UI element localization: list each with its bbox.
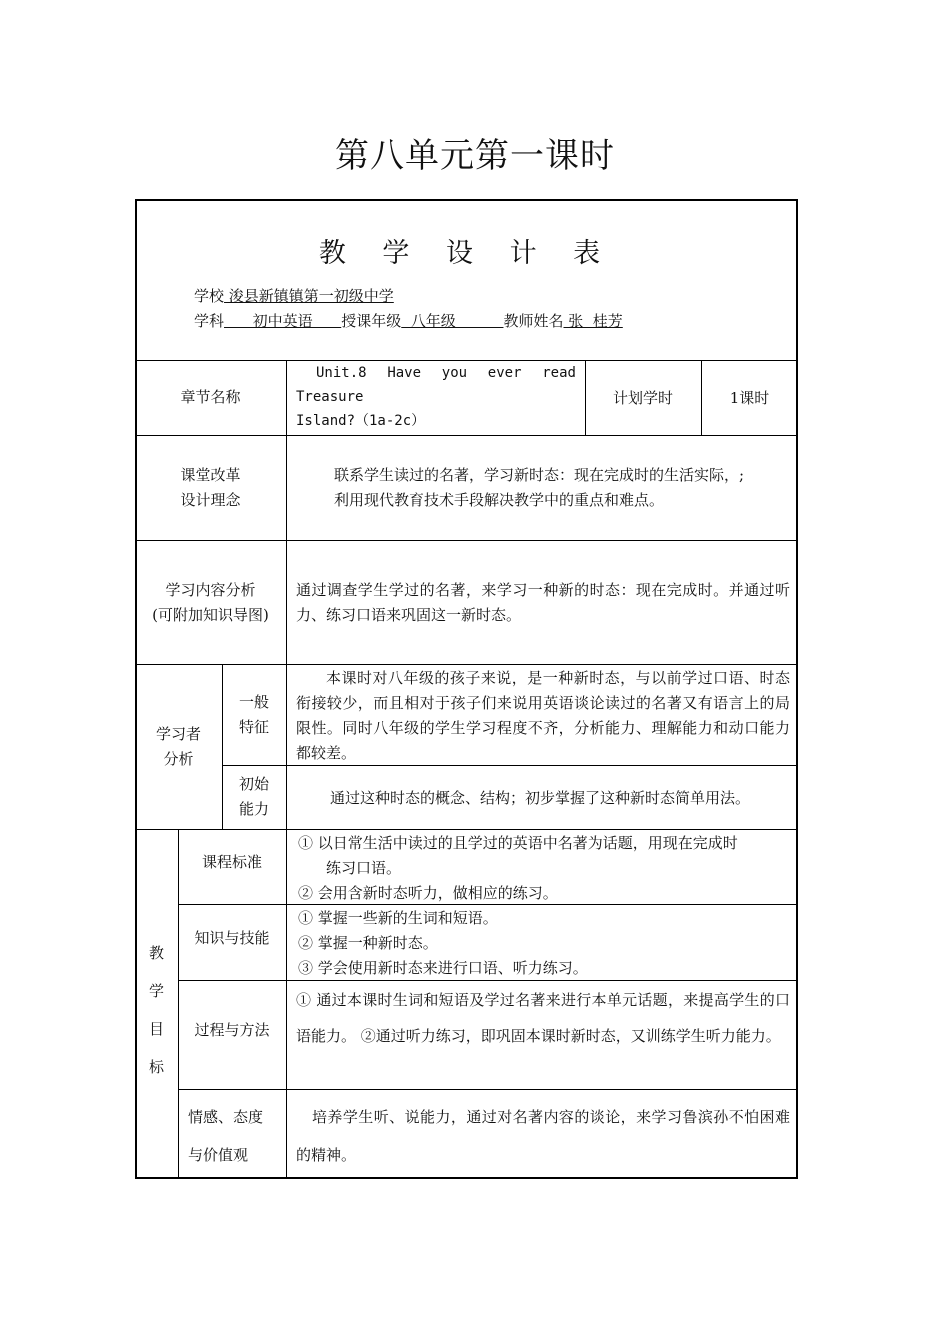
subject-value: 初中英语 xyxy=(224,312,342,330)
standard-item-continued: 练习口语。 xyxy=(326,859,402,877)
knowledge-item: ③ 学会使用新时态来进行口语、听力练习。 xyxy=(298,959,588,977)
objectives-label xyxy=(135,934,178,1086)
process-method-text: ① 通过本课时生词和短语及学过名著来进行本单元话题，来提高学生的口语能力。 ②通过听力练习，即巩固本课时新时态，又训练学生听力能力。 xyxy=(296,991,790,1045)
objectives-label-char: 学 xyxy=(148,982,164,1000)
teacher-value: 张 桂芳 xyxy=(563,312,623,330)
emotion-values-text: 培养学生听、说能力，通过对名著内容的谈论，来学习鲁滨孙不怕困难的精神。 xyxy=(296,1108,790,1164)
grade-label: 授课年级 xyxy=(341,312,402,330)
column-divider xyxy=(178,829,179,1179)
general-label-line2: 特征 xyxy=(238,718,269,736)
row-divider xyxy=(135,360,798,361)
standard-item: ① 以日常生活中读过的且学过的英语中名著为话题，用现在完成时 xyxy=(298,834,738,852)
teacher-label: 教师姓名 xyxy=(503,312,564,330)
knowledge-skills-label: 知识与技能 xyxy=(194,929,270,947)
row-divider xyxy=(135,540,798,541)
chapter-label: 章节名称 xyxy=(180,388,241,406)
subject-line xyxy=(194,309,623,334)
emotion-label-line1: 情感、态度 xyxy=(188,1108,264,1126)
concept-text xyxy=(334,463,794,513)
content-label-line2: (可附加知识导图) xyxy=(152,606,269,624)
objectives-label-char: 标 xyxy=(148,1058,164,1076)
chapter-word: read xyxy=(542,365,576,381)
concept-label xyxy=(135,463,286,513)
grade-value: 八年级 xyxy=(401,312,504,330)
planned-hours-label: 计划学时 xyxy=(612,389,673,407)
knowledge-item: ① 掌握一些新的生词和短语。 xyxy=(298,909,498,927)
chapter-word: you xyxy=(441,365,468,381)
learner-analysis-label xyxy=(135,722,222,772)
row-divider xyxy=(178,1089,798,1090)
concept-label-line1: 课堂改革 xyxy=(180,466,241,484)
concept-label-line2: 设计理念 xyxy=(180,491,241,509)
learner-label-line1: 学习者 xyxy=(155,725,201,743)
emotion-label-line2: 与价值观 xyxy=(188,1146,249,1164)
knowledge-item: ② 掌握一种新时态。 xyxy=(298,934,438,952)
initial-label-line1: 初始 xyxy=(238,775,269,793)
school-value: 浚县新镇镇第一初级中学 xyxy=(224,287,394,305)
learner-label-line2: 分析 xyxy=(163,750,194,768)
column-divider xyxy=(286,360,287,1179)
school-label: 学校 xyxy=(194,287,225,305)
chapter-word: Have xyxy=(387,365,422,381)
standard-item: ② 会用含新时态听力，做相应的练习。 xyxy=(298,884,558,902)
chapter-title-line1 xyxy=(296,362,576,385)
form-heading: 教 学 设 计 表 xyxy=(318,238,615,269)
objectives-label-char: 教 xyxy=(148,944,164,962)
planned-hours-value: 1课时 xyxy=(729,389,770,407)
concept-text-line2: 利用现代教育技术手段解决教学中的重点和难点。 xyxy=(334,491,665,509)
initial-label-line2: 能力 xyxy=(238,800,269,818)
content-analysis-label xyxy=(135,578,286,628)
content-label-line1: 学习内容分析 xyxy=(165,581,256,599)
chapter-title-line2: Treasure xyxy=(296,389,364,405)
chapter-word: ever xyxy=(487,365,522,381)
course-standard-label: 课程标准 xyxy=(201,853,262,871)
knowledge-skills-text xyxy=(298,906,792,981)
chapter-word: Unit.8 xyxy=(316,365,367,381)
course-standard-text xyxy=(298,831,792,906)
subject-label: 学科 xyxy=(194,312,225,330)
objectives-label-char: 目 xyxy=(148,1020,164,1038)
emotion-values-label xyxy=(188,1098,263,1174)
chapter-title-line3: Island?（1a-2c） xyxy=(296,413,426,429)
row-divider xyxy=(135,664,798,665)
process-method-label: 过程与方法 xyxy=(194,1021,270,1039)
content-analysis-text: 通过调查学生学过的名著，来学习一种新的时态：现在完成时。并通过听力、练习口语来巩固这一新时态。 xyxy=(296,581,790,624)
general-features-label xyxy=(222,690,286,740)
initial-ability-text: 通过这种时态的概念、结构；初步掌握了这种新时态简单用法。 xyxy=(330,789,751,807)
school-line xyxy=(194,284,394,309)
general-features-text: 本课时对八年级的孩子来说，是一种新时态，与以前学过口语、时态衔接较少，而且相对于孩子们来说用英语谈论读过的名著又有语言上的局限性。同时八年级的学生学习程度不齐，分析能力、理解能力和动口能力都较差。 xyxy=(296,669,790,762)
document-title: 第八单元第一课时 xyxy=(335,136,615,176)
initial-ability-label xyxy=(222,772,286,822)
concept-text-line1: 联系学生读过的名著，学习新时态：现在完成时的生活实际，; xyxy=(334,466,745,484)
general-label-line1: 一般 xyxy=(238,693,269,711)
row-divider xyxy=(135,435,798,436)
row-divider xyxy=(135,829,798,830)
